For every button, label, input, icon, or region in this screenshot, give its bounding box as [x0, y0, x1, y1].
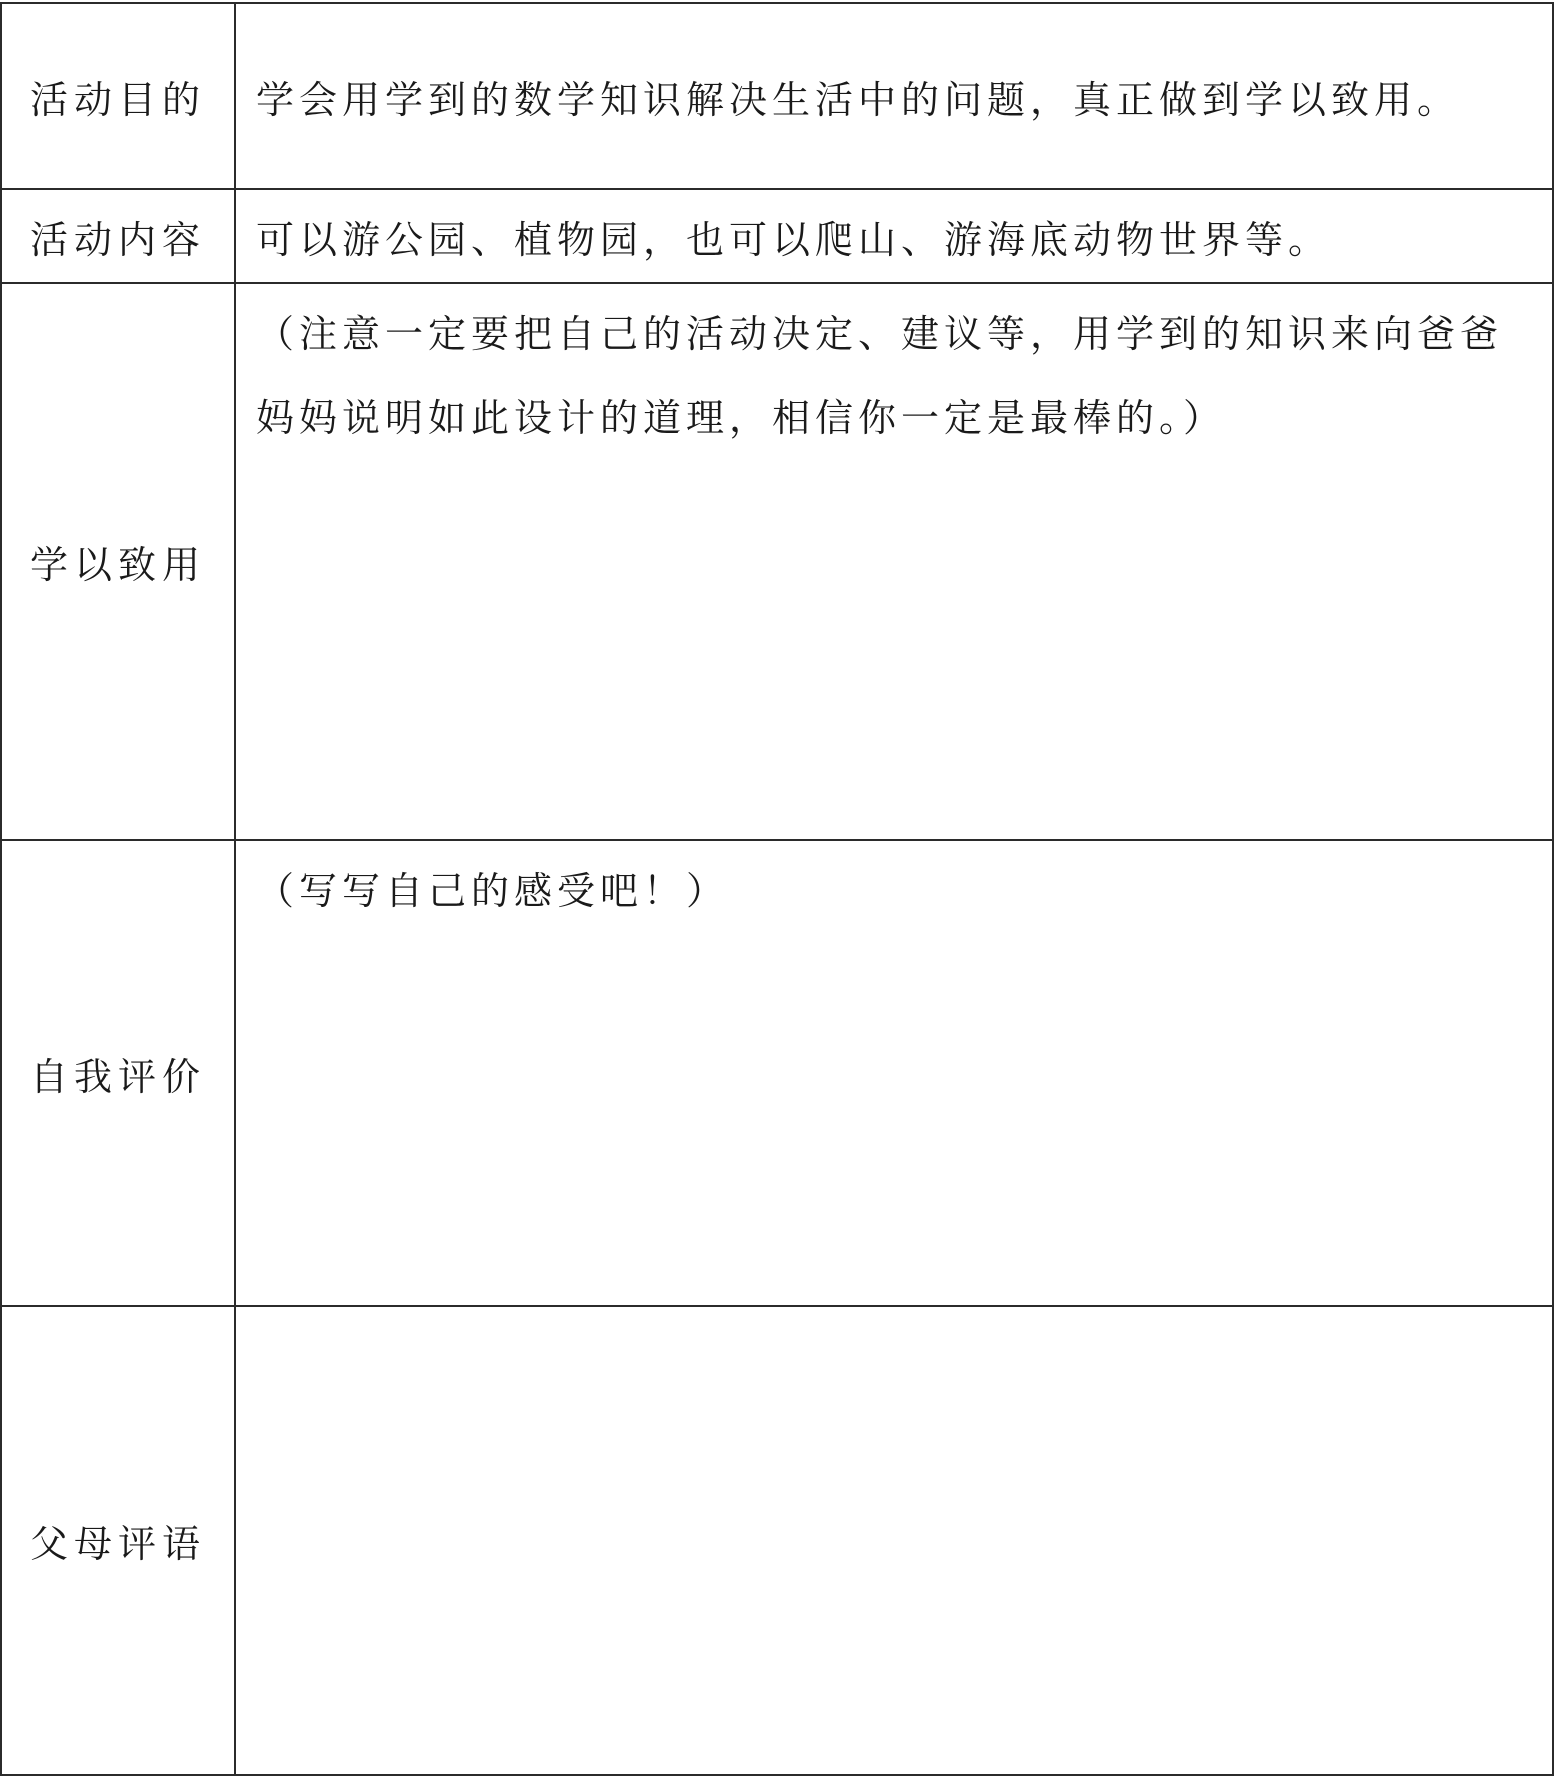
- row-label: 父母评语: [1, 1306, 235, 1775]
- hint-text: （写写自己的感受吧！）: [256, 868, 730, 913]
- hint-text: （注意一定要把自己的活动决定、建议等，用学到的知识来向爸爸妈妈说明如此设计的道理，相信你一定是最棒的。）: [256, 312, 1504, 441]
- row-content: 可以游公园、植物园，也可以爬山、游海底动物世界等。: [235, 189, 1553, 283]
- answer-area-apply[interactable]: [235, 283, 1553, 840]
- row-label: 活动目的: [1, 3, 235, 189]
- row-apply-learning: [1, 283, 1553, 840]
- row-self-evaluation: [1, 840, 1553, 1307]
- row-label: 活动内容: [1, 189, 235, 283]
- row-label: 自我评价: [1, 840, 235, 1307]
- row-content: 学会用学到的数学知识解决生活中的问题，真正做到学以致用。: [235, 3, 1553, 189]
- row-label: 学以致用: [1, 283, 235, 840]
- row-activity-content: [1, 189, 1553, 283]
- answer-area-self-evaluation[interactable]: [235, 840, 1553, 1307]
- activity-worksheet-table: [0, 2, 1554, 1776]
- answer-area-parent-comment[interactable]: [235, 1306, 1553, 1775]
- row-activity-purpose: [1, 3, 1553, 189]
- row-parent-comment: [1, 1306, 1553, 1775]
